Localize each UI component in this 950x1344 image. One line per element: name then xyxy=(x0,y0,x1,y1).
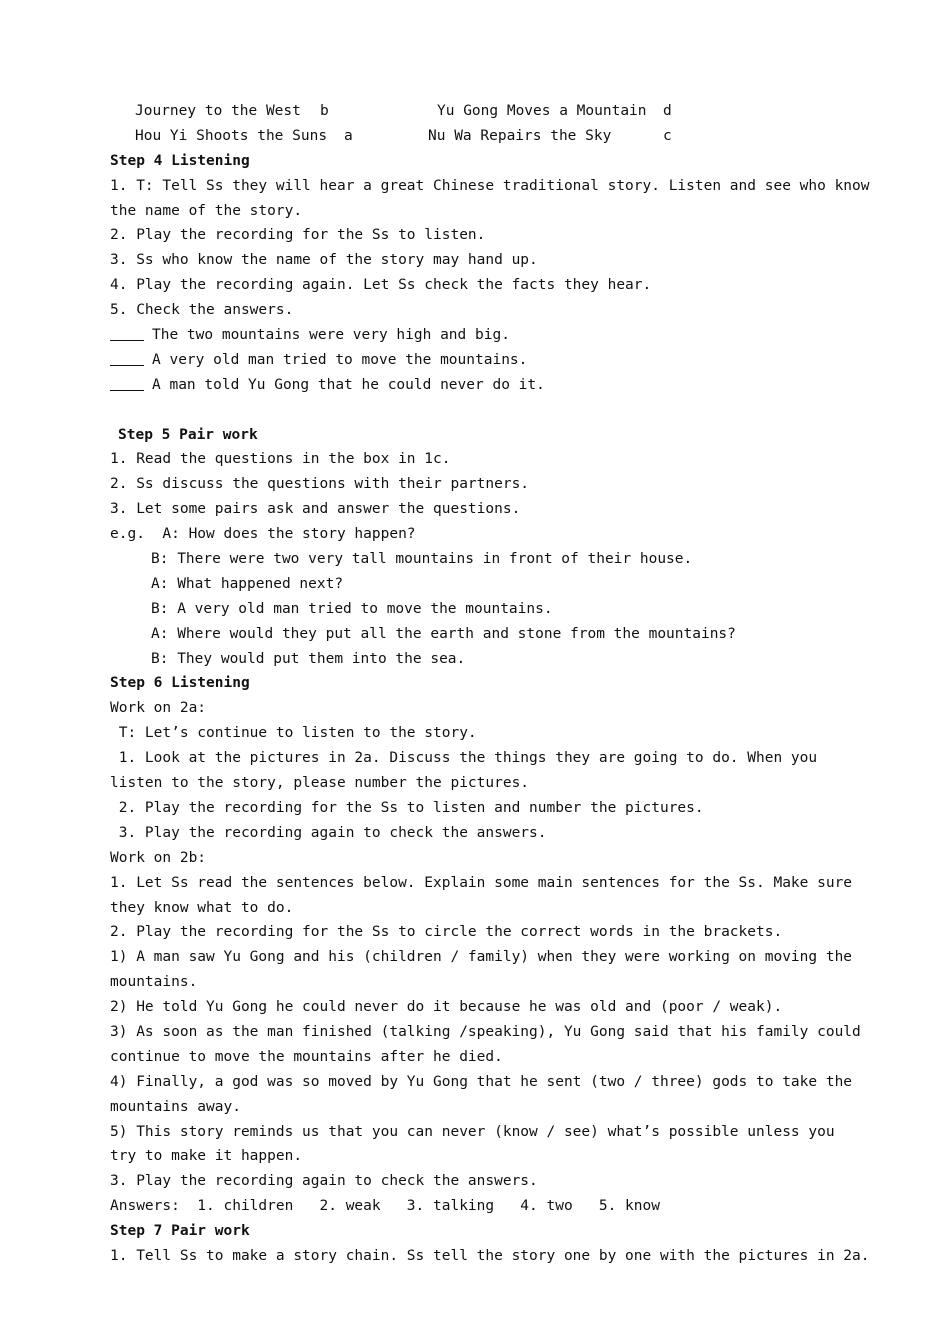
fact-item: A very old man tried to move the mountains. xyxy=(110,348,850,373)
text-line: 2. Play the recording for the Ss to circle the correct words in the brackets. xyxy=(110,924,783,941)
step6-heading: Step 6 Listening xyxy=(110,675,250,692)
dialogue-line: A: Where would they put all the earth and stone from the mountains? xyxy=(151,625,736,642)
subheading: Work on 2b: xyxy=(110,849,207,866)
match-letter: d xyxy=(663,103,672,119)
text-line: 4. Play the recording again. Let Ss check the facts they hear. xyxy=(110,277,652,294)
dialogue-line: B: There were two very tall mountains in front of their house. xyxy=(151,551,693,568)
dialogue-line: A: What happened next? xyxy=(151,575,344,592)
match-letter: a xyxy=(344,127,353,144)
text-line: 3. Play the recording again to check the answers. xyxy=(110,824,547,841)
answer-blank xyxy=(110,375,144,391)
text-line: the name of the story. xyxy=(110,202,303,219)
spacer xyxy=(110,398,850,423)
text-line: continue to move the mountains after he died. xyxy=(110,1048,503,1065)
text-line: 1. Read the questions in the box in 1c. xyxy=(110,451,451,468)
story-title: Yu Gong Moves a Mountain xyxy=(437,103,647,119)
matching-row xyxy=(110,99,850,124)
text-line: 3. Ss who know the name of the story may hand up. xyxy=(110,252,538,269)
text-line: listen to the story, please number the pictures. xyxy=(110,775,530,792)
subheading: Work on 2a: xyxy=(110,700,207,717)
text-line: mountains away. xyxy=(110,1098,241,1115)
text-line: mountains. xyxy=(110,974,198,991)
story-title: Hou Yi Shoots the Suns xyxy=(135,127,328,144)
fact-item: The two mountains were very high and big. xyxy=(110,323,850,348)
answers-line: Answers: 1. children 2. weak 3. talking 4. two 5. know xyxy=(110,1198,660,1215)
text-line: 5) This story reminds us that you can never (know / see) what’s possible unless you xyxy=(110,1123,835,1140)
text-line: 2. Play the recording for the Ss to listen and number the pictures. xyxy=(110,799,704,816)
document-page xyxy=(110,99,870,1269)
story-title: Nu Wa Repairs the Sky xyxy=(428,127,612,144)
text-line: 3. Let some pairs ask and answer the questions. xyxy=(110,501,521,518)
text-line: 1. T: Tell Ss they will hear a great Chinese traditional story. Listen and see who know xyxy=(110,177,870,194)
step7-heading: Step 7 Pair work xyxy=(110,1223,250,1240)
text-line: 2. Ss discuss the questions with their partners. xyxy=(110,476,530,493)
fact-item: A man told Yu Gong that he could never do it. xyxy=(110,373,850,398)
text-line: 2) He told Yu Gong he could never do it because he was old and (poor / weak). xyxy=(110,999,783,1016)
text-line: T: Let’s continue to listen to the story. xyxy=(110,725,477,742)
text-line: 1) A man saw Yu Gong and his (children / family) when they were working on moving the xyxy=(110,949,853,966)
text-line: 5. Check the answers. xyxy=(110,302,294,319)
text-line: 1. Tell Ss to make a story chain. Ss tell the story one by one with the pictures in 2a. xyxy=(110,1247,870,1264)
text-line: 3. Play the recording again to check the answers. xyxy=(110,1173,538,1190)
text-line: 1. Look at the pictures in 2a. Discuss the things they are going to do. When you xyxy=(110,750,818,767)
text-line: 2. Play the recording for the Ss to listen. xyxy=(110,227,486,244)
story-title: Journey to the West xyxy=(135,103,301,119)
text-line: try to make it happen. xyxy=(110,1148,303,1165)
step4-heading: Step 4 Listening xyxy=(110,152,250,169)
dialogue-line: B: A very old man tried to move the mountains. xyxy=(151,600,553,617)
text-line: 4) Finally, a god was so moved by Yu Gong that he sent (two / three) gods to take the xyxy=(110,1073,853,1090)
match-letter: b xyxy=(320,103,329,119)
step5-heading: Step 5 Pair work xyxy=(118,426,258,443)
match-letter: c xyxy=(663,127,672,144)
text-line: 1. Let Ss read the sentences below. Explain some main sentences for the Ss. Make sure xyxy=(110,874,853,891)
text-line: 3) As soon as the man finished (talking /speaking), Yu Gong said that his family could xyxy=(110,1023,861,1040)
example-line: e.g. A: How does the story happen? xyxy=(110,526,416,543)
dialogue-line: B: They would put them into the sea. xyxy=(151,650,466,667)
matching-row xyxy=(110,124,850,149)
answer-blank xyxy=(110,350,144,366)
answer-blank xyxy=(110,325,144,341)
text-line: they know what to do. xyxy=(110,899,294,916)
